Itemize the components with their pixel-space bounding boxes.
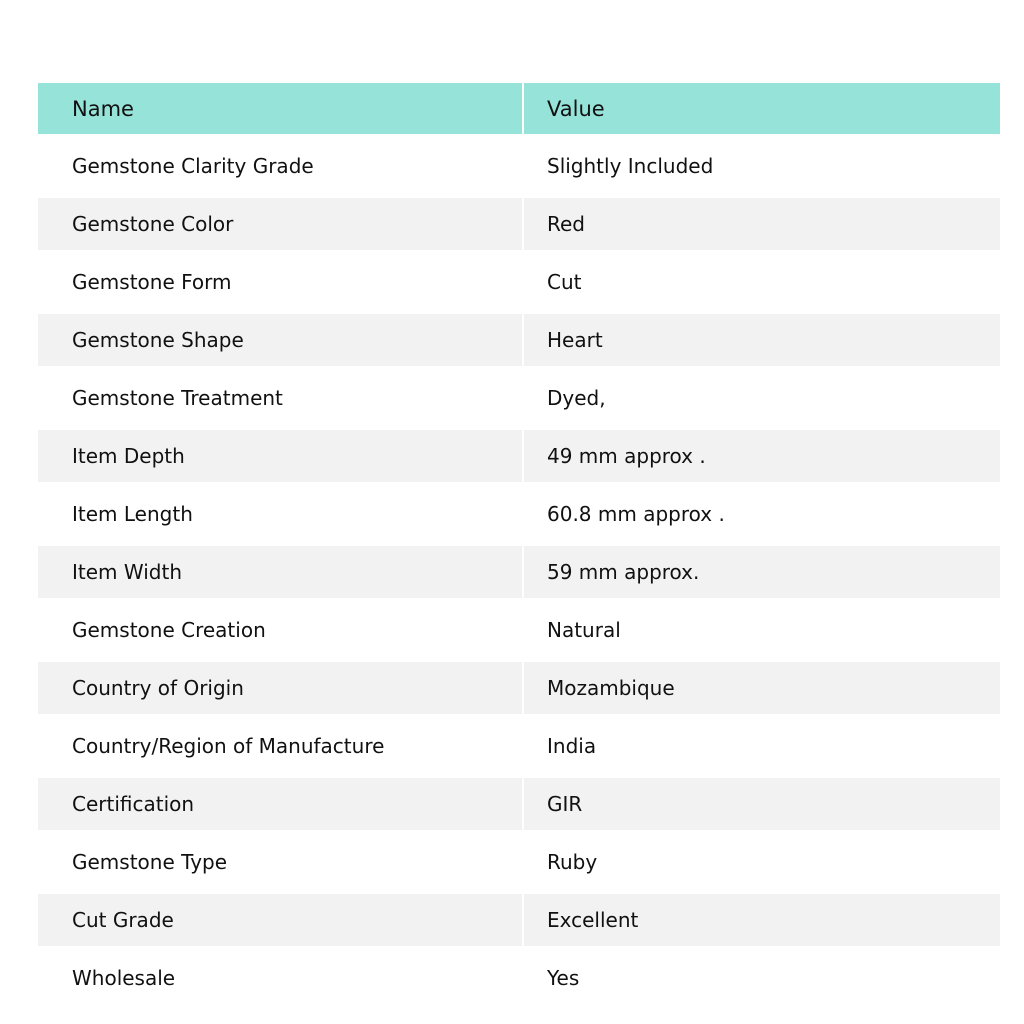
row-value-cell: 60.8 mm approx .	[523, 482, 1000, 546]
row-name-cell: Country of Origin	[38, 662, 523, 714]
table-row	[38, 894, 1000, 946]
row-name-cell: Cut Grade	[38, 894, 523, 946]
row-name-cell: Item Depth	[38, 430, 523, 482]
row-value-cell: India	[523, 714, 1000, 778]
table-row	[38, 430, 1000, 482]
table-row	[38, 598, 1000, 662]
row-name-cell: Gemstone Color	[38, 198, 523, 250]
table-row	[38, 482, 1000, 546]
row-name-cell: Item Length	[38, 482, 523, 546]
table-row	[38, 314, 1000, 366]
table-body	[38, 134, 1000, 1010]
column-header-name: Name	[38, 83, 523, 134]
table-row	[38, 830, 1000, 894]
row-value-cell: Cut	[523, 250, 1000, 314]
row-name-cell: Gemstone Creation	[38, 598, 523, 662]
table-row	[38, 250, 1000, 314]
row-name-cell: Gemstone Form	[38, 250, 523, 314]
row-value-cell: Slightly Included	[523, 134, 1000, 198]
row-value-cell: Ruby	[523, 830, 1000, 894]
row-value-cell: Mozambique	[523, 662, 1000, 714]
row-value-cell: 59 mm approx.	[523, 546, 1000, 598]
table-row	[38, 198, 1000, 250]
table-row	[38, 662, 1000, 714]
row-value-cell: Dyed,	[523, 366, 1000, 430]
table-row	[38, 714, 1000, 778]
table-header-row	[38, 83, 1000, 134]
row-value-cell: Yes	[523, 946, 1000, 1010]
row-value-cell: 49 mm approx .	[523, 430, 1000, 482]
row-value-cell: Red	[523, 198, 1000, 250]
column-header-value: Value	[523, 83, 1000, 134]
row-name-cell: Gemstone Clarity Grade	[38, 134, 523, 198]
table-row	[38, 134, 1000, 198]
item-specifics-table	[38, 83, 1000, 1010]
row-name-cell: Certification	[38, 778, 523, 830]
row-name-cell: Gemstone Treatment	[38, 366, 523, 430]
table-row	[38, 366, 1000, 430]
row-value-cell: Natural	[523, 598, 1000, 662]
row-name-cell: Wholesale	[38, 946, 523, 1010]
row-value-cell: Heart	[523, 314, 1000, 366]
row-name-cell: Gemstone Type	[38, 830, 523, 894]
row-name-cell: Item Width	[38, 546, 523, 598]
row-name-cell: Gemstone Shape	[38, 314, 523, 366]
row-name-cell: Country/Region of Manufacture	[38, 714, 523, 778]
table-row	[38, 778, 1000, 830]
row-value-cell: Excellent	[523, 894, 1000, 946]
row-value-cell: GIR	[523, 778, 1000, 830]
table-row	[38, 946, 1000, 1010]
table-row	[38, 546, 1000, 598]
